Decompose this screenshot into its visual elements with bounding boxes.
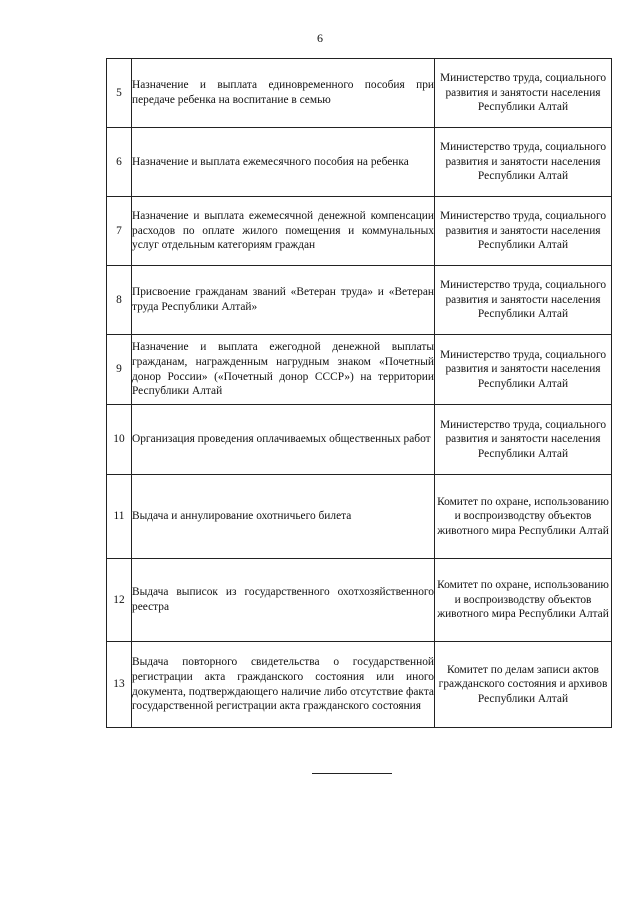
services-table — [106, 58, 612, 728]
responsible-agency: Министерство труда, социального развития и занятости населения Республики Алтай — [435, 335, 612, 405]
service-name: Назначение и выплата единовременного пособия при передаче ребенка на воспитание в семью — [132, 59, 435, 128]
row-number: 7 — [107, 197, 132, 266]
row-number: 9 — [107, 335, 132, 405]
table-row — [107, 128, 612, 197]
responsible-agency: Министерство труда, социального развития и занятости населения Республики Алтай — [435, 59, 612, 128]
row-number: 5 — [107, 59, 132, 128]
row-number: 8 — [107, 266, 132, 335]
responsible-agency: Комитет по охране, использованию и воспроизводству объектов животного мира Республики Алтай — [435, 475, 612, 559]
service-name: Выдача повторного свидетельства о государственной регистрации акта гражданского состояния или иного документа, подтверждающего наличие либо отсутствие факта государственной регистрации акта гражданского состояния — [132, 642, 435, 728]
responsible-agency: Министерство труда, социального развития и занятости населения Республики Алтай — [435, 197, 612, 266]
service-name: Выдача и аннулирование охотничьего билета — [132, 475, 435, 559]
page-number: 6 — [317, 31, 323, 45]
service-name: Назначение и выплата ежемесячной денежной компенсации расходов по оплате жилого помещения и коммунальных услуг отдельным категориям граждан — [132, 197, 435, 266]
table-row — [107, 59, 612, 128]
table-row — [107, 642, 612, 728]
row-number: 6 — [107, 128, 132, 197]
service-name: Организация проведения оплачиваемых общественных работ — [132, 405, 435, 475]
service-name: Выдача выписок из государственного охотхозяйственного реестра — [132, 559, 435, 642]
table-row — [107, 475, 612, 559]
service-name: Назначение и выплата ежемесячного пособия на ребенка — [132, 128, 435, 197]
end-of-document-line — [312, 773, 392, 774]
row-number: 13 — [107, 642, 132, 728]
responsible-agency: Министерство труда, социального развития и занятости населения Республики Алтай — [435, 128, 612, 197]
service-name: Назначение и выплата ежегодной денежной выплаты гражданам, награжденным нагрудным знаком «Почетный донор России» («Почетный донор СССР») на территории Республики Алтай — [132, 335, 435, 405]
service-name: Присвоение гражданам званий «Ветеран труда» и «Ветеран труда Республики Алтай» — [132, 266, 435, 335]
table-row — [107, 197, 612, 266]
responsible-agency: Министерство труда, социального развития и занятости населения Республики Алтай — [435, 405, 612, 475]
row-number: 10 — [107, 405, 132, 475]
row-number: 12 — [107, 559, 132, 642]
table-row — [107, 405, 612, 475]
responsible-agency: Министерство труда, социального развития и занятости населения Республики Алтай — [435, 266, 612, 335]
table-row — [107, 335, 612, 405]
row-number: 11 — [107, 475, 132, 559]
responsible-agency: Комитет по делам записи актов гражданского состояния и архивов Республики Алтай — [435, 642, 612, 728]
table-row — [107, 559, 612, 642]
responsible-agency: Комитет по охране, использованию и воспроизводству объектов животного мира Республики Алтай — [435, 559, 612, 642]
table-row — [107, 266, 612, 335]
